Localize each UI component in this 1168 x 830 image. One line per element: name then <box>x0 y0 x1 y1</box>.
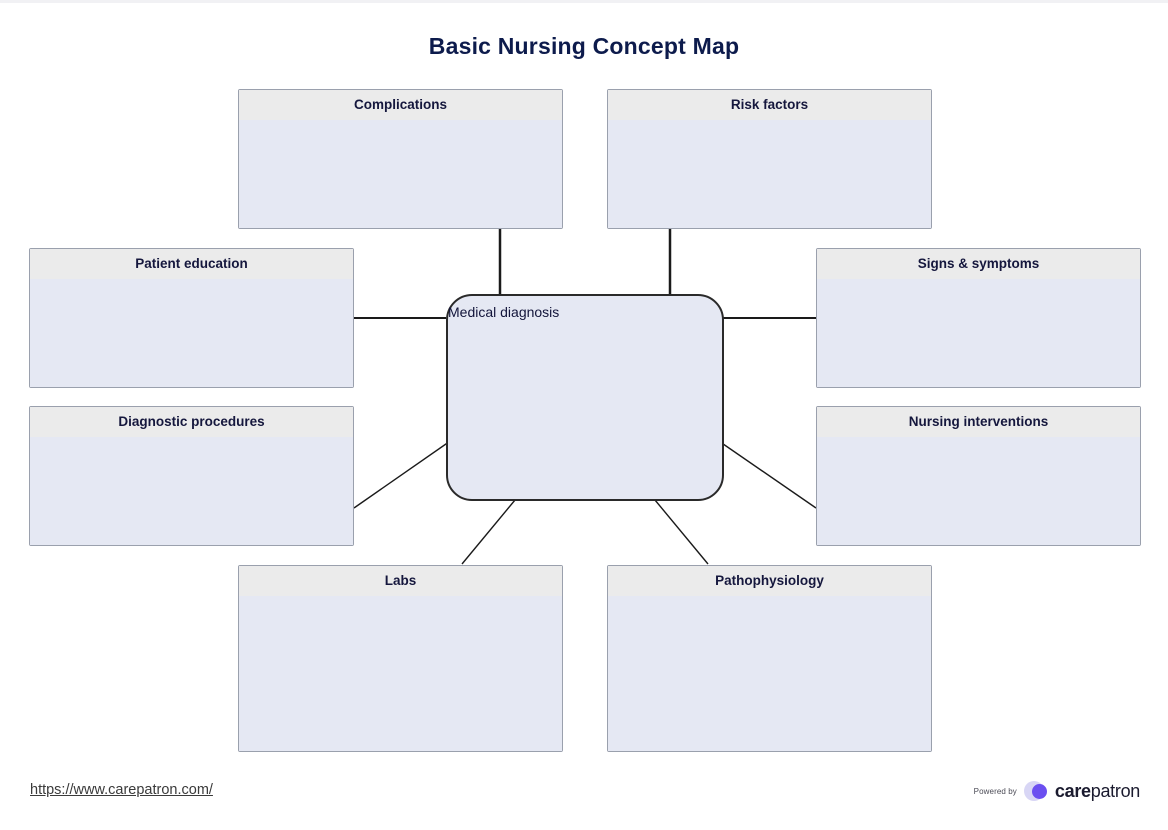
node-patient-education-label: Patient education <box>30 249 353 279</box>
node-complications-content[interactable] <box>239 120 562 228</box>
node-complications-label: Complications <box>239 90 562 120</box>
node-signs-symptoms-label: Signs & symptoms <box>817 249 1140 279</box>
carepatron-wordmark <box>1055 781 1140 802</box>
node-labs[interactable] <box>238 565 563 752</box>
node-labs-label: Labs <box>239 566 562 596</box>
node-medical-diagnosis-label: Medical diagnosis <box>448 304 560 320</box>
node-labs-content[interactable] <box>239 596 562 751</box>
node-nursing-interventions[interactable] <box>816 406 1141 546</box>
wordmark-bold: care <box>1054 780 1091 801</box>
node-nursing-interventions-label: Nursing interventions <box>817 407 1140 437</box>
node-risk-factors[interactable] <box>607 89 932 229</box>
node-patient-education[interactable] <box>29 248 354 388</box>
node-signs-symptoms[interactable] <box>816 248 1141 388</box>
node-risk-factors-label: Risk factors <box>608 90 931 120</box>
node-pathophysiology-label: Pathophysiology <box>608 566 931 596</box>
page-title: Basic Nursing Concept Map <box>428 33 740 59</box>
wordmark-light: patron <box>1090 780 1140 801</box>
top-divider <box>0 0 1168 3</box>
node-diagnostic-procedures-label: Diagnostic procedures <box>30 407 353 437</box>
node-nursing-interventions-content[interactable] <box>817 437 1140 545</box>
node-diagnostic-procedures[interactable] <box>29 406 354 546</box>
carepatron-link[interactable]: https://www.carepatron.com/ <box>30 782 213 798</box>
node-medical-diagnosis-content[interactable] <box>454 328 716 493</box>
powered-by-label: Powered by <box>973 786 1017 796</box>
node-pathophysiology[interactable] <box>607 565 932 752</box>
node-pathophysiology-content[interactable] <box>608 596 931 751</box>
node-risk-factors-content[interactable] <box>608 120 931 228</box>
brand-logo <box>974 779 1140 803</box>
node-patient-education-content[interactable] <box>30 279 353 387</box>
carepatron-logo-icon <box>1024 779 1048 803</box>
node-signs-symptoms-content[interactable] <box>817 279 1140 387</box>
node-medical-diagnosis[interactable] <box>446 294 724 501</box>
node-complications[interactable] <box>238 89 563 229</box>
node-diagnostic-procedures-content[interactable] <box>30 437 353 545</box>
